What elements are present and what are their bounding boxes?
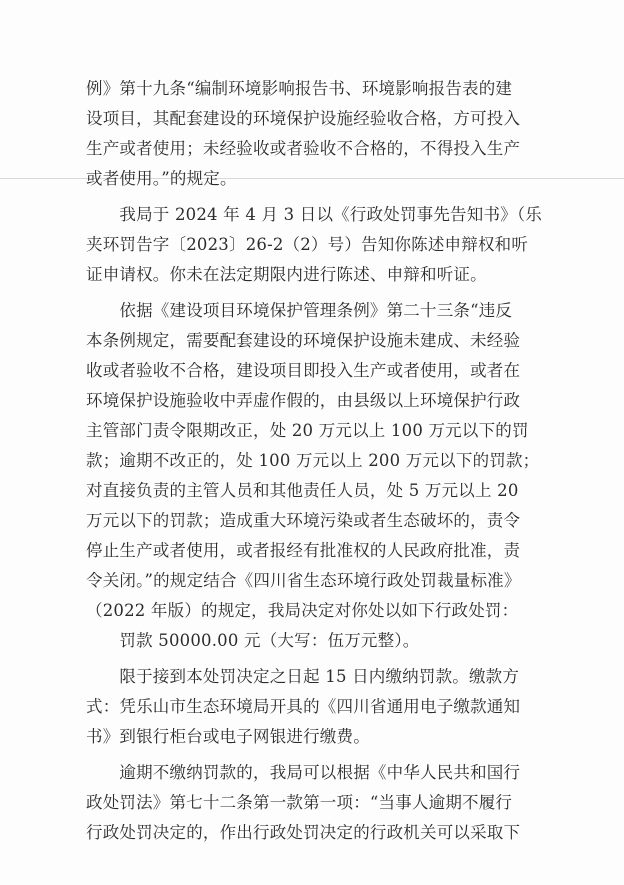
text-line: 万元以下的罚款；造成重大环境污染或者生态破坏的，责令 <box>86 511 521 530</box>
text-line: 式：凭乐山市生态环境局开具的《四川省通用电子缴款通知 <box>86 697 521 716</box>
text-line: 限于接到本处罚决定之日起 15 日内缴纳罚款。缴款方 <box>86 667 520 686</box>
text-line: 主管部门责令限期改正，处 20 万元以上 100 万元以下的罚 <box>86 421 529 440</box>
text-line: 对直接负责的主管人员和其他责任人员，处 5 万元以上 20 <box>86 481 519 500</box>
text-line: 款；逾期不改正的，处 100 万元以上 200 万元以下的罚款； <box>86 451 540 470</box>
text-line: 本条例规定，需要配套建设的环境保护设施未建成、未经验 <box>86 331 521 350</box>
text-line: 依据《建设项目环境保护管理条例》第二十三条“违反 <box>86 301 513 320</box>
text-line: 收或者验收不合格，建设项目即投入生产或者使用，或者在 <box>86 361 521 380</box>
text-line: 夹环罚告字〔2023〕26-2（2）号）告知你陈述申辩权和听 <box>86 235 529 254</box>
text-line: 罚款 50000.00 元（大写：伍万元整）。 <box>86 631 420 650</box>
document-body <box>86 74 542 848</box>
text-line: （2022 年版）的规定，我局决定对你处以如下行政处罚： <box>86 601 519 620</box>
text-line: 我局于 2024 年 4 月 3 日以《行政处罚事先告知书》（乐 <box>86 205 542 224</box>
text-line: 设项目，其配套建设的环境保护设施经验收合格，方可投入 <box>86 109 521 128</box>
text-line: 环境保护设施验收中弄虚作假的，由县级以上环境保护行政 <box>86 391 521 410</box>
text-line: 证申请权。你未在法定期限内进行陈述、申辩和听证。 <box>86 265 487 284</box>
text-line: 令关闭。”的规定结合《四川省生态环境行政处罚裁量标准》 <box>86 571 521 590</box>
text-line: 逾期不缴纳罚款的，我局可以根据《中华人民共和国行 <box>86 763 521 782</box>
text-line: 书》到银行柜台或电子网银进行缴费。 <box>86 727 370 746</box>
text-line: 生产或者使用；未经验收或者验收不合格的，不得投入生产 <box>86 139 521 158</box>
text-line: 政处罚法》第七十二条第一款第一项：“当事人逾期不履行 <box>86 793 513 812</box>
text-line: 行政处罚决定的，作出行政处罚决定的行政机关可以采取下 <box>86 823 521 842</box>
text-line: 或者使用。”的规定。 <box>86 169 237 188</box>
text-line: 例》第十九条“编制环境影响报告书、环境影响报告表的建 <box>86 79 513 98</box>
text-line: 停止生产或者使用，或者报经有批准权的人民政府批准，责 <box>86 541 521 560</box>
